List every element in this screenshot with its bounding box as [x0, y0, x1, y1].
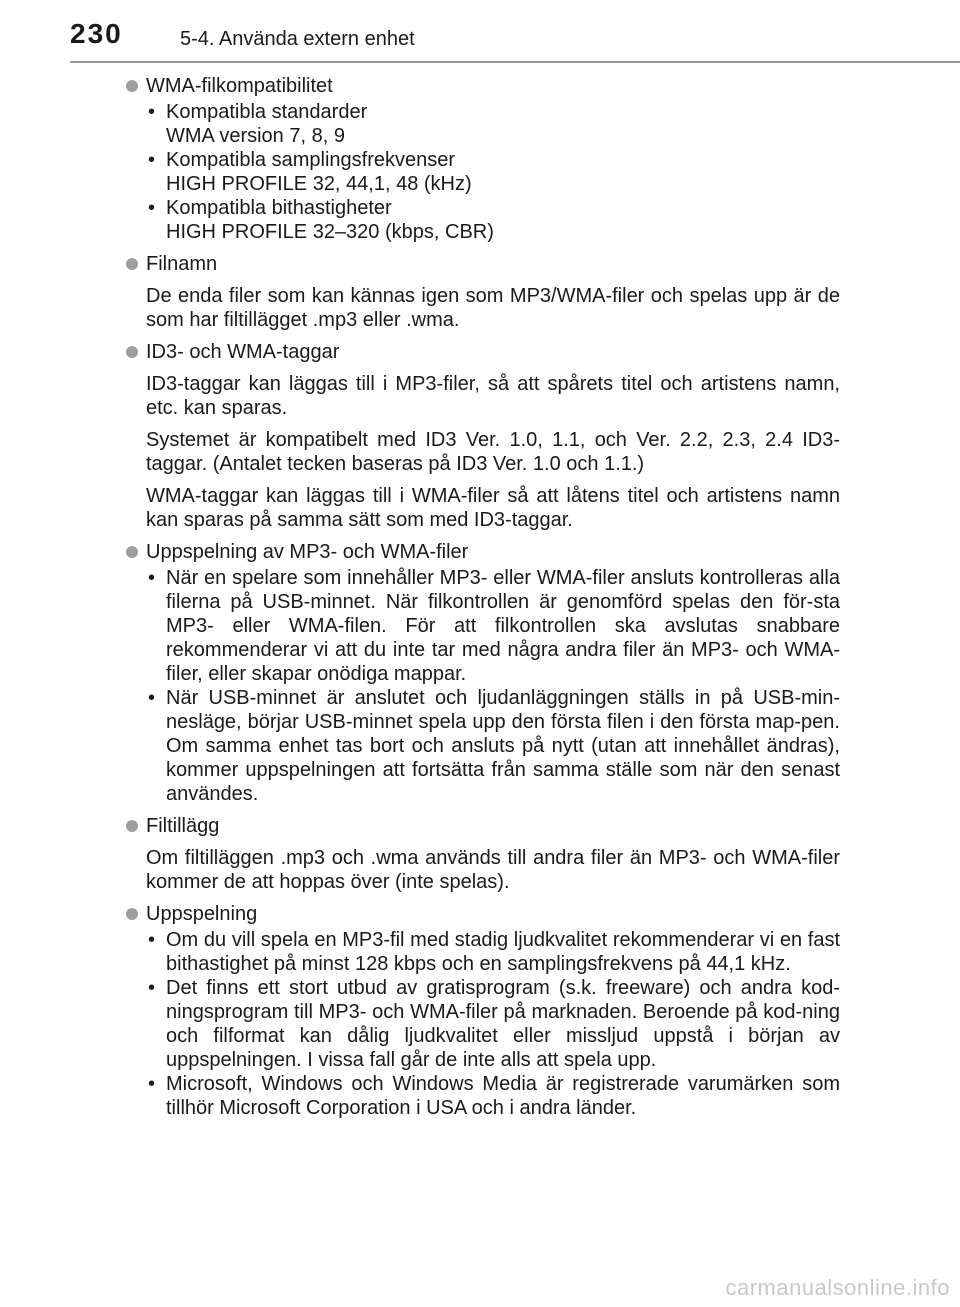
bullet-circle-icon: [126, 80, 138, 92]
item-label: Kompatibla samplingsfrekvenser: [166, 149, 456, 171]
list-bullet: •: [148, 687, 156, 709]
section-playback-files: [126, 540, 840, 806]
list-item: [146, 928, 840, 976]
section-playback: [126, 902, 840, 1120]
section-id3-tags: [126, 340, 840, 532]
item-list: [146, 100, 840, 244]
section-heading: [126, 814, 840, 838]
list-item: [146, 1072, 840, 1120]
item-text: När USB-minnet är anslutet och ljudanläggningen ställs in på USB-min-nesläge, börjar USB-minnet spela upp den första filen i den första map-pen. Om samma enhet tas bort och ansluts på nytt (utan att innehållet ändras), kommer uppspelningen att fortsätta från samma ställe som när den senast användes.: [166, 687, 840, 805]
list-bullet: •: [148, 929, 156, 951]
section-heading: [126, 902, 840, 926]
header-divider: [70, 61, 960, 63]
list-item: [146, 100, 840, 148]
paragraph: ID3-taggar kan läggas till i MP3-filer, så att spårets titel och artistens namn, etc. kan sparas.: [146, 373, 840, 419]
watermark: carmanualsonline.info: [725, 1275, 950, 1300]
section-file-extensions: [126, 814, 840, 894]
section-wma-compat: [126, 74, 840, 244]
item-label: Kompatibla bithastigheter: [166, 197, 392, 219]
item-list: [146, 566, 840, 806]
item-list: [146, 928, 840, 1120]
list-bullet: •: [148, 197, 156, 219]
paragraph: De enda filer som kan kännas igen som MP3/WMA-filer och spelas upp är de som har filtillägget .mp3 eller .wma.: [146, 285, 840, 331]
page-number: 230: [70, 18, 123, 49]
list-bullet: •: [148, 101, 156, 123]
item-label: Kompatibla standarder: [166, 101, 368, 123]
list-bullet: •: [148, 149, 156, 171]
item-text: Det finns ett stort utbud av gratisprogram (s.k. freeware) och andra kod-ningsprogram till MP3- och WMA-filer på marknaden. Beroende på kod-ning och filformat kan dålig ljudkvalitet eller missljud uppstå i början av uppspelningen. I vissa fall går de inte alls att spela upp.: [166, 977, 840, 1071]
paragraph: Systemet är kompatibelt med ID3 Ver. 1.0, 1.1, och Ver. 2.2, 2.3, 2.4 ID3-taggar. (Antalet tecken baseras på ID3 Ver. 1.0 och 1.1.): [146, 429, 840, 475]
list-item: [146, 196, 840, 244]
item-text: När en spelare som innehåller MP3- eller WMA-filer ansluts kontrolleras alla filerna på USB-minnet. När filkontrollen är genomförd spelas den för-sta MP3- eller WMA-filen. För att filkontrollen ska avslutas snabbare rekommenderar vi att du inte tar med några andra filer än MP3- och WMA-filer, eller skapar onödiga mappar.: [166, 567, 840, 685]
list-bullet: •: [148, 1073, 156, 1095]
section-filnamn: [126, 252, 840, 332]
list-bullet: •: [148, 977, 156, 999]
page-content: [126, 74, 840, 1128]
bullet-circle-icon: [126, 546, 138, 558]
list-item: [146, 686, 840, 806]
heading-text: Filnamn: [146, 253, 218, 275]
bullet-circle-icon: [126, 346, 138, 358]
list-item: [146, 148, 840, 196]
item-value: HIGH PROFILE 32, 44,1, 48 (kHz): [166, 173, 472, 195]
section-heading: [126, 252, 840, 276]
item-text: Om du vill spela en MP3-fil med stadig ljudkvalitet rekommenderar vi en fast bithastighet på minst 128 kbps och en samplingsfrekvens på 44,1 kHz.: [166, 929, 840, 975]
bullet-circle-icon: [126, 908, 138, 920]
section-heading: [126, 74, 840, 98]
item-value: WMA version 7, 8, 9: [166, 125, 345, 147]
bullet-circle-icon: [126, 820, 138, 832]
list-item: [146, 976, 840, 1072]
item-value: HIGH PROFILE 32–320 (kbps, CBR): [166, 221, 494, 243]
heading-text: ID3- och WMA-taggar: [146, 341, 340, 363]
heading-text: Uppspelning av MP3- och WMA-filer: [146, 541, 469, 563]
item-text: Microsoft, Windows och Windows Media är registrerade varumärken som tillhör Microsoft Corporation i USA och i andra länder.: [166, 1073, 840, 1119]
section-title: 5-4. Använda extern enhet: [180, 28, 415, 50]
heading-text: WMA-filkompatibilitet: [146, 75, 333, 97]
page-header: [0, 0, 960, 64]
heading-text: Uppspelning: [146, 903, 258, 925]
list-bullet: •: [148, 567, 156, 589]
paragraph: Om filtilläggen .mp3 och .wma används till andra filer än MP3- och WMA-filer kommer de att hoppas över (inte spelas).: [146, 847, 840, 893]
section-heading: [126, 540, 840, 564]
heading-text: Filtillägg: [146, 815, 220, 837]
paragraph: WMA-taggar kan läggas till i WMA-filer så att låtens titel och artistens namn kan sparas på samma sätt som med ID3-taggar.: [146, 485, 840, 531]
bullet-circle-icon: [126, 258, 138, 270]
section-heading: [126, 340, 840, 364]
list-item: [146, 566, 840, 686]
